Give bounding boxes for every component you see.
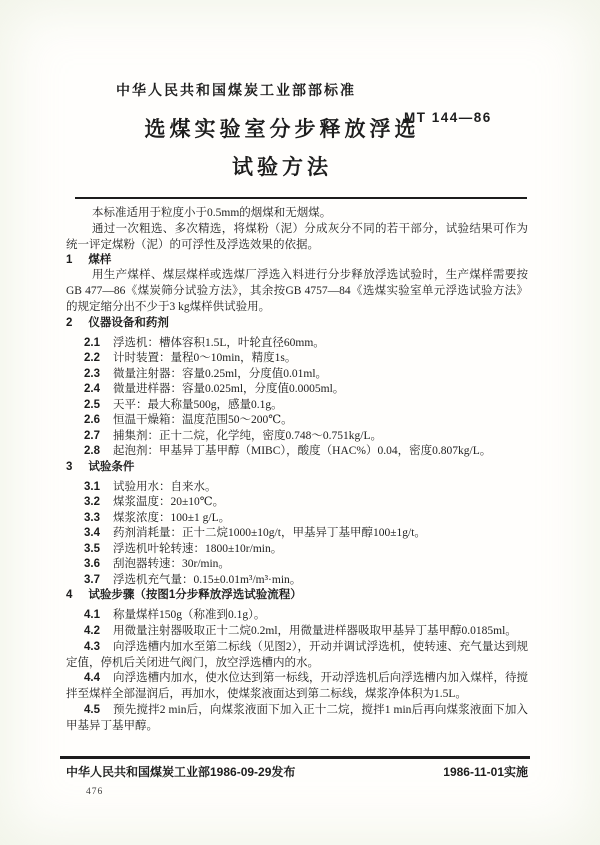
clause-number: 4.1 [84,609,100,622]
clause-text: 浮选机：槽体容积1.5L，叶轮直径60mm。 [113,336,325,349]
footer-rule [60,756,530,759]
footer [66,763,528,780]
clause-text: 浮选机叶轮转速：1800±10r/min。 [113,542,283,555]
section-title: 试验条件 [88,460,135,473]
section-heading-2 [66,316,528,331]
footer-issued-date: 中华人民共和国煤炭工业部1986-09-29发布 [66,765,296,779]
clause-text: 药剂消耗量：正十二烷1000±10g/t，甲基异丁基甲醇100±1g/t。 [113,527,426,540]
clause-text: 微量注射器：容量0.25ml，分度值0.01ml。 [113,367,328,380]
section-heading-4 [66,588,528,603]
intro-paragraph-1: 本标准适用于粒度小于0.5mm的烟煤和无烟煤。 [92,207,332,219]
clause-number: 3.1 [84,480,100,493]
clause-number: 2.1 [84,336,100,349]
clause-number: 3.4 [84,527,100,540]
section-number: 3 [66,460,73,473]
clause-number: 2.8 [84,445,100,458]
clause-item [66,526,528,542]
clause-item [66,413,528,429]
section-number: 2 [66,316,73,329]
document-title-line2: 试验方法 [232,156,332,179]
clause-number: 4.4 [84,672,100,685]
clause-item [66,640,528,672]
clause-text: 称量煤样150g（称准到0.1g）。 [113,609,266,622]
clause-text: 向浮选槽内加水，使水位达到第一标线，开动浮选机后向浮选槽内加入煤样，待搅拌至煤样全部湿润后，再加水，使煤浆液面达到第二标线，煤浆净体积为1.5L。 [66,672,528,701]
clause-number: 2.4 [84,383,100,396]
standard-org-line: 中华人民共和国煤炭工业部部标准 [116,82,356,98]
section-title: 试验步骤（按图1分步释放浮选试验流程） [88,589,302,602]
header-rule [75,197,527,199]
clause-number: 3.3 [84,511,100,524]
clause-item [66,367,528,383]
clause-number: 3.7 [84,573,100,586]
clause-text: 试验用水：自来水。 [113,480,217,493]
page-number: 476 [86,787,104,797]
clause-number: 2.3 [84,367,100,380]
clause-text: 用微量注射器吸取正十二烷0.2ml，用微量进样器吸取甲基异丁基甲醇0.0185ml。 [113,625,517,638]
clause-text: 恒温干燥箱：温度范围50～200℃。 [113,414,293,427]
clause-text: 预先搅拌2 min后，向煤浆液面下加入正十二烷，搅拌1 min后再向煤浆液面下加入甲基异丁基甲醇。 [66,704,528,732]
clause-text: 刮泡器转速：30r/min。 [113,558,230,571]
section-4-items [66,608,528,734]
document-title-line1: 选煤实验室分步释放浮选 [144,118,420,141]
section-title: 煤样 [88,254,112,267]
clause-item [66,511,528,527]
clause-item [66,382,528,398]
clause-text: 天平：最大称量500g，感量0.1g。 [113,398,283,411]
clause-item [66,542,528,558]
document-body [66,206,528,735]
clause-text: 浮选机充气量：0.15±0.01m³/m³·min。 [113,573,302,586]
clause-item [66,336,528,352]
clause-item [66,608,528,624]
clause-item [66,444,528,460]
clause-number: 2.5 [84,398,100,411]
clause-item [66,351,528,367]
clause-text: 煤浆浓度：100±1 g/L。 [113,511,231,524]
section-2-items [66,336,528,460]
section-heading-3 [66,460,528,475]
section-heading-1 [66,253,528,268]
clause-text: 煤浆温度：20±10℃。 [113,496,225,509]
clause-item [66,480,528,496]
clause-item [66,624,528,640]
clause-text: 微量进样器：容量0.025ml，分度值0.0005ml。 [113,383,345,396]
clause-item [66,429,528,445]
section-title: 仪器设备和药剂 [88,316,169,329]
clause-text: 捕集剂：正十二烷，化学纯，密度0.748～0.751kg/L。 [113,429,382,442]
clause-number: 3.6 [84,558,100,571]
clause-text: 向浮选槽内加水至第二标线（见图2），开动并调试浮选机，使转速、充气量达到规定值，停机后关闭进气阀门，放空浮选槽内的水。 [66,640,528,669]
standard-number: MT 144—86 [404,110,492,125]
section-3-items [66,480,528,589]
clause-item [66,557,528,573]
section-number: 1 [66,254,73,267]
clause-number: 3.5 [84,542,100,555]
section-1-paragraph: 用生产煤样、煤层煤样或选煤厂浮选入料进行分步释放浮选试验时，生产煤样需要按GB 477—86《煤炭筛分试验方法》，其余按GB 4757—84《选煤实验室单元浮选试验方法》的规定缩分出不少于3 kg煤样供试验用。 [66,269,528,313]
section-number: 4 [66,589,73,602]
intro-paragraph-2: 通过一次粗选、多次精选，将煤粉（泥）分成灰分不同的若干部分，试验结果可作为统一评定煤粉（泥）的可浮性及浮选效果的依据。 [66,222,528,251]
clause-item [66,495,528,511]
clause-item [66,671,528,703]
clause-text: 起泡剂：甲基异丁基甲醇（MIBC），酸度（HAC%）0.04，密度0.807kg/L。 [113,445,492,458]
clause-number: 4.5 [84,704,100,717]
clause-number: 2.7 [84,429,100,442]
clause-number: 2.6 [84,414,100,427]
clause-item [66,573,528,589]
clause-number: 4.3 [84,640,100,653]
clause-number: 2.2 [84,352,100,365]
clause-number: 4.2 [84,625,100,638]
clause-item [66,398,528,414]
clause-text: 计时装置：量程0～10min，精度1s。 [113,352,297,365]
clause-item [66,703,528,735]
footer-effective-date: 1986-11-01实施 [443,765,528,779]
clause-number: 3.2 [84,496,100,509]
